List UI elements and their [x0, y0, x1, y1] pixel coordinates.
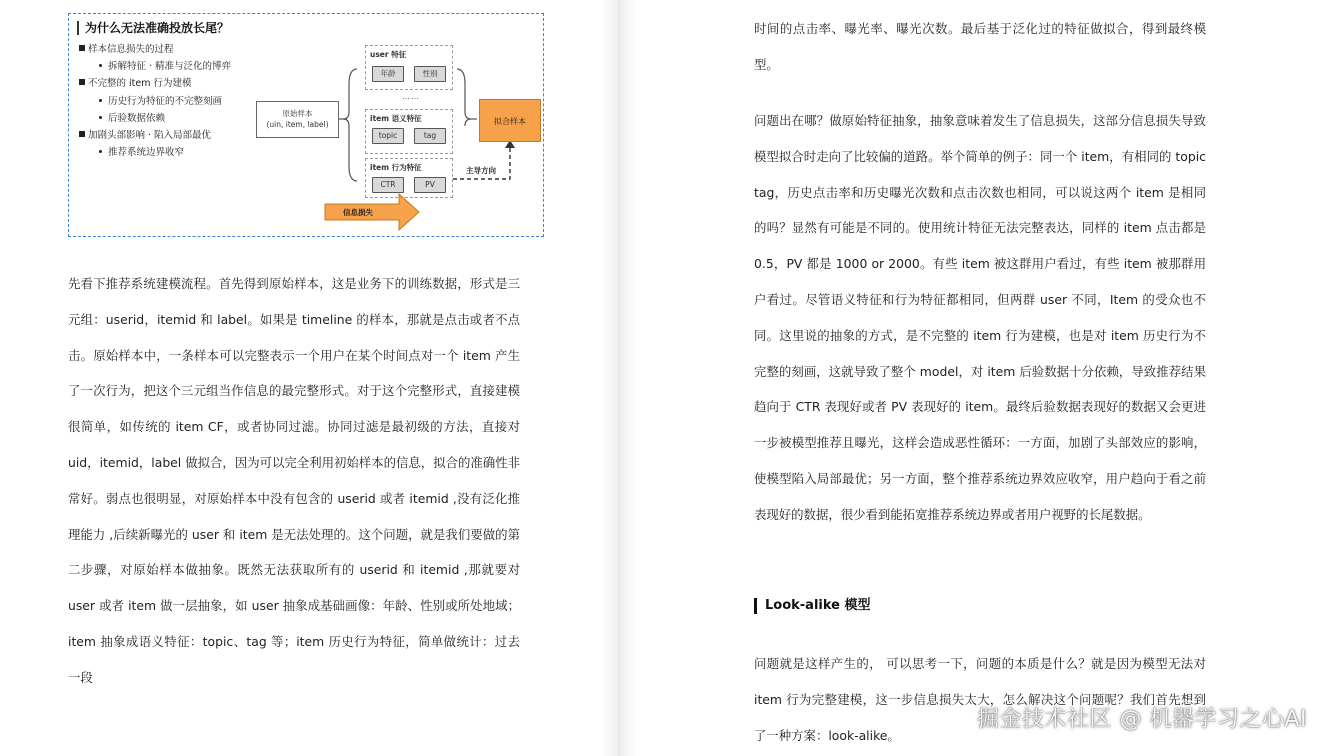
paragraph: 问题就是这样产生的， 可以思考一下，问题的本质是什么？就是因为模型无法对 item 行为完整建模，这一步信息损失太大，怎么解决这个问题呢？我们首先想到了一种方案：look-alike。: [754, 656, 1206, 743]
feature-chip: 性别: [414, 66, 446, 82]
fit-sample-box: 拟合样本: [479, 99, 541, 142]
item-behavior-group: item 行为特征 CTR PV: [365, 158, 453, 198]
section-heading: Look-alike 模型: [754, 598, 871, 614]
left-body-text: [68, 266, 520, 696]
user-feature-group: user 特征 年龄 性别: [365, 45, 453, 90]
paragraph: 问题出在哪？做原始特征抽象，抽象意味着发生了信息损失，这部分信息损失导致模型拟合时走向了比较偏的道路。举个简单的例子：同一个 item，有相同的 topic tag，历史点击率和历史曝光次数和点击次数也相同，可以说这两个 item 是相同的吗？显然有可能是不同的。使用统计特征无法完整表达，同样的 item 点击都是 0.5，PV 都是 1000 or 2000。有些 item 被这群用户看过，有些 item 被那群用户看过。尽管语义特征和行为特征都相同，但两群 user 不同，Item 的受众也不同。这里说的抽象的方式，是不完整的 item 行为建模，也是对 item 历史行为不完整的刻画，这就导致了整个 model，对 item 后验数据十分依赖，导致推荐结果趋向于 CTR 表现好或者 PV 表现好的 item。最终后验数据表现好的数据又会更进一步被模型推荐且曝光，这样会造成恶性循环：一方面，加剧了头部效应的影响，使模型陷入局部最优；另一方面，整个推荐系统边界效应收窄，用户趋向于看之前表现好的数据，很少看到能拓宽推荐系统边界或者用户视野的长尾数据。: [754, 113, 1206, 522]
paragraph: 时间的点击率、曝光率、曝光次数。最后基于泛化过的特征做拟合，得到最终模型。: [754, 21, 1206, 72]
info-loss-label: 信息损失: [343, 208, 373, 217]
bullet-level2: 后验数据依赖: [79, 110, 231, 127]
diagram-figure: [68, 13, 544, 237]
paragraph: 先看下推荐系统建模流程。首先得到原始样本，这是业务下的训练数据，形式是三元组：userid，itemid 和 label。如果是 timeline 的样本，那就是点击或者不点击。原始样本中，一条样本可以完整表示一个用户在某个时间点对一个 item 产生了一次行为，把这个三元组当作信息的最完整形式。对于这个完整形式，直接建模很简单，如传统的 item CF，或者协同过滤。协同过滤是最初级的方法，直接对 uid，itemid，label 做拟合，因为可以完全利用初始样本的信息，拟合的准确性非常好。弱点也很明显，对原始样本中没有包含的 userid 或者 itemid ,没有泛化推理能力 ,后续新曝光的 user 和 item 是无法处理的。这个问题，就是我们要做的第二步骤，对原始样本做抽象。既然无法获取所有的 userid 和 itemid ,那就要对 user 或者 item 做一层抽象，如 user 抽象成基础画像：年龄、性别或所处地域；item 抽象成语义特征：topic、tag 等；item 历史行为特征，简单做统计：过去一段: [68, 276, 520, 685]
ellipsis: ……: [402, 92, 420, 101]
feature-chip: PV: [414, 177, 446, 193]
feature-chip: topic: [372, 128, 404, 144]
feature-chip: 年龄: [372, 66, 404, 82]
figure-title: 为什么无法准确投放长尾？: [77, 21, 229, 35]
bullet-level1: 加剧头部影响 · 陷入局部最优: [79, 127, 231, 144]
left-brace: [339, 69, 357, 181]
left-page: [0, 0, 600, 756]
bullet-level2: 历史行为特征的不完整刻画: [79, 93, 231, 110]
watermark: 掘金技术社区 @ 机器学习之心AI: [976, 707, 1307, 732]
feature-chip: tag: [414, 128, 446, 144]
bullet-level2: 拆解特征 · 精准与泛化的博弈: [79, 58, 231, 75]
bullet-level2: 推荐系统边界收窄: [79, 144, 231, 161]
bullet-level1: 不完整的 item 行为建模: [79, 75, 231, 92]
main-direction-label: 主导方向: [466, 166, 496, 175]
feature-chip: CTR: [372, 177, 404, 193]
bullet-level1: 样本信息损失的过程: [79, 41, 231, 58]
right-brace: [457, 69, 471, 126]
item-semantic-group: item 语义特征 topic tag: [365, 109, 453, 154]
page-gutter: [600, 0, 638, 756]
raw-sample-box: 原始样本 (uin, item, label): [256, 101, 339, 138]
